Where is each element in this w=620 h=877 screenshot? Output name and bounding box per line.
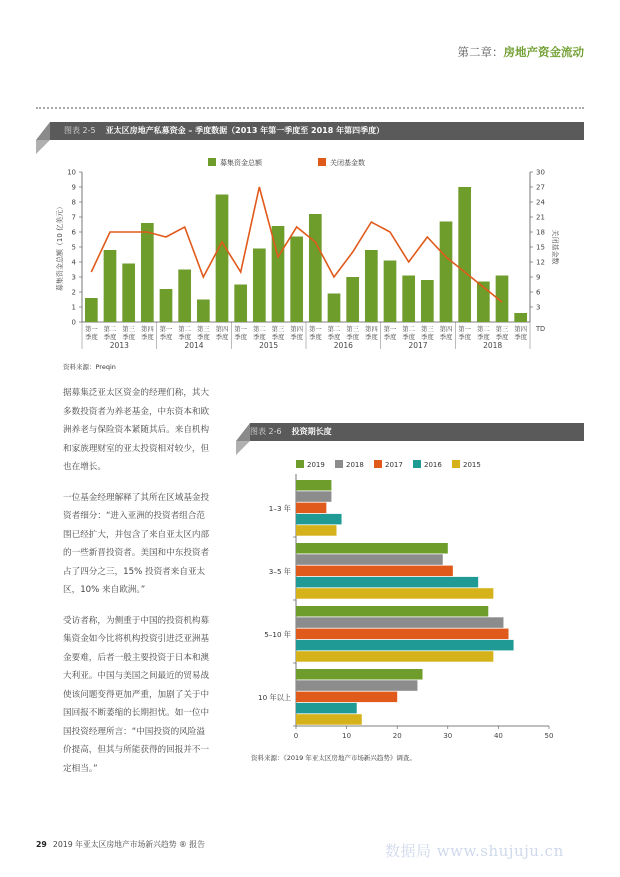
bar xyxy=(290,237,303,323)
quarter-label-suffix: 季度 xyxy=(84,333,98,341)
ytd-label: TD xyxy=(536,325,546,333)
right-tick-label: 27 xyxy=(536,183,545,192)
quarter-label: 第一 xyxy=(84,325,98,333)
quarter-label: 第三 xyxy=(495,325,509,333)
bar xyxy=(458,187,471,322)
quarter-label-suffix: 季度 xyxy=(346,333,360,341)
quarter-label-suffix: 季度 xyxy=(178,333,192,341)
legend-swatch-funds xyxy=(208,158,216,166)
legend-swatch-2017 xyxy=(374,460,382,468)
year-label: 2014 xyxy=(184,341,204,350)
right-tick-label: 24 xyxy=(536,198,545,207)
figure6-chart xyxy=(0,450,620,750)
right-tick-label: 9 xyxy=(536,273,541,282)
bar xyxy=(440,222,453,323)
x-tick-label: 40 xyxy=(493,732,503,740)
right-tick-label: 3 xyxy=(536,303,541,312)
left-tick-label: 7 xyxy=(71,213,76,222)
paragraph-1: 据募集泛亚太区资金的经理们称，其大多数投资者为养老基金，中东资本和欧洲养老与保险资本紧随其后。来自机构和家族理财室的亚太投资相对较少，但也在增长。 xyxy=(63,388,210,472)
quarter-label-suffix: 季度 xyxy=(327,333,341,341)
quarter-label-suffix: 季度 xyxy=(140,333,154,341)
bar xyxy=(365,250,378,322)
figure6-number: 图表 2-6 xyxy=(250,427,282,436)
quarter-label: 第二 xyxy=(402,325,416,333)
bar-2018 xyxy=(296,491,331,502)
bar-2019 xyxy=(296,480,331,491)
quarter-label-suffix: 季度 xyxy=(215,333,229,341)
bar xyxy=(421,280,434,322)
quarter-label-suffix: 季度 xyxy=(458,333,472,341)
bar xyxy=(178,270,191,323)
bar-2019 xyxy=(296,669,423,680)
legend-label-closed: 关闭基金数 xyxy=(330,159,365,167)
figure5-number: 图表 2-5 xyxy=(64,126,96,135)
bar-2015 xyxy=(296,525,336,536)
bar-2016 xyxy=(296,640,514,651)
quarter-label: 第二 xyxy=(476,325,490,333)
category-label: 5–10 年 xyxy=(264,629,291,639)
quarter-label: 第四 xyxy=(514,325,528,333)
figure5-fold xyxy=(36,122,50,140)
quarter-label-suffix: 季度 xyxy=(383,333,397,341)
figure6-fold xyxy=(236,423,250,441)
paragraph-2: 一位基金经理解释了其所在区域基金投资者细分：“进入亚洲的投资者组合范围已经扩大，并包含了来自亚太区内部的一些新晋投资者。美国和中东投资者占了四分之三，15% 投资者来自亚太区，10% 来自欧洲。” xyxy=(63,492,210,595)
legend-swatch-2018 xyxy=(335,460,343,468)
right-tick-label: 12 xyxy=(536,258,545,267)
left-tick-label: 4 xyxy=(71,258,76,267)
quarter-label: 第三 xyxy=(420,325,434,333)
bar-2016 xyxy=(296,577,478,588)
bar xyxy=(402,276,415,323)
quarter-label: 第四 xyxy=(439,325,453,333)
left-tick-label: 10 xyxy=(67,168,76,177)
bar-2018 xyxy=(296,680,417,691)
bar-2019 xyxy=(296,606,488,617)
bar-2017 xyxy=(296,566,453,577)
legend-label-2015: 2015 xyxy=(463,461,481,469)
year-label: 2016 xyxy=(333,341,353,350)
legend-label-2016: 2016 xyxy=(424,461,442,469)
bar-2016 xyxy=(296,703,357,714)
quarter-label: 第四 xyxy=(215,325,229,333)
bar xyxy=(309,214,322,322)
bar xyxy=(104,250,117,322)
bar-2015 xyxy=(296,714,362,725)
footer-title: 2019 年亚太区房地产市场新兴趋势 ® 报告 xyxy=(52,840,205,849)
quarter-label-suffix: 季度 xyxy=(122,333,136,341)
dotted-divider xyxy=(36,107,584,109)
quarter-label-suffix: 季度 xyxy=(252,333,266,341)
quarter-label-suffix: 季度 xyxy=(364,333,378,341)
quarter-label: 第四 xyxy=(364,325,378,333)
right-tick-label: 21 xyxy=(536,213,545,222)
quarter-label-suffix: 季度 xyxy=(159,333,173,341)
quarter-label: 第一 xyxy=(308,325,322,333)
bar-2019 xyxy=(296,543,448,554)
bar xyxy=(160,289,173,322)
legend-label-2019: 2019 xyxy=(307,461,325,469)
bar xyxy=(122,264,135,323)
quarter-label-suffix: 季度 xyxy=(234,333,248,341)
quarter-label: 第三 xyxy=(346,325,360,333)
right-tick-label: 30 xyxy=(536,168,545,177)
chapter-prefix: 第二章： xyxy=(457,45,504,59)
quarter-label-suffix: 季度 xyxy=(476,333,490,341)
page-number: 29 xyxy=(36,840,47,849)
bar xyxy=(216,195,229,323)
year-label: 2018 xyxy=(483,341,503,350)
legend-label-2017: 2017 xyxy=(385,461,403,469)
chapter-title: 房地产资金流动 xyxy=(503,45,584,59)
left-axis-title: 募集资金总额（10 亿美元） xyxy=(56,202,64,292)
bar xyxy=(384,261,397,323)
paragraph-3: 受访者称，为侧重于中国的投资机构募集资金如今比将机构投资引进泛亚洲基金要难，后者一般主要投资于日本和澳大利亚。中国与美国之间最近的贸易战使该问题变得更加严重，加剧了关于中国回报不断萎缩的长期担忧。如一位中国投资经理所言：“中国投资的风险溢价提高，但其与所能获得的回报并不一定相当。” xyxy=(63,615,210,774)
quarter-label: 第四 xyxy=(140,325,154,333)
chapter-heading xyxy=(458,44,585,60)
quarter-label: 第一 xyxy=(458,325,472,333)
bar xyxy=(346,277,359,322)
quarter-label-suffix: 季度 xyxy=(420,333,434,341)
year-label: 2017 xyxy=(408,341,428,350)
left-tick-label: 9 xyxy=(71,183,76,192)
quarter-label-suffix: 季度 xyxy=(103,333,117,341)
bar xyxy=(514,313,527,322)
year-label: 2015 xyxy=(259,341,279,350)
bar-2015 xyxy=(296,651,493,662)
right-tick-label: 18 xyxy=(536,228,545,237)
watermark: 数据局 www.shujuju.cn xyxy=(385,842,564,860)
figure6-title: 投资期长度 xyxy=(291,427,332,436)
quarter-label-suffix: 季度 xyxy=(290,333,304,341)
left-tick-label: 5 xyxy=(71,243,76,252)
legend-label-2018: 2018 xyxy=(346,461,364,469)
quarter-label: 第二 xyxy=(327,325,341,333)
bar xyxy=(141,223,154,322)
bar xyxy=(234,285,247,323)
left-tick-label: 6 xyxy=(71,228,76,237)
footer xyxy=(36,839,205,850)
quarter-label: 第二 xyxy=(178,325,192,333)
left-tick-label: 3 xyxy=(71,273,76,282)
quarter-label-suffix: 季度 xyxy=(271,333,285,341)
category-label: 10 年以上 xyxy=(258,692,291,702)
right-axis-title: 关闭基金数 xyxy=(551,229,559,265)
legend-label-funds: 募集资金总额 xyxy=(220,159,262,167)
x-tick-label: 0 xyxy=(293,732,299,740)
quarter-label: 第二 xyxy=(252,325,266,333)
bar-2017 xyxy=(296,503,326,513)
right-tick-label: 15 xyxy=(536,243,545,252)
bar-2015 xyxy=(296,588,493,599)
quarter-label-suffix: 季度 xyxy=(196,333,210,341)
quarter-label: 第一 xyxy=(234,325,248,333)
quarter-label: 第三 xyxy=(122,325,136,333)
legend-swatch-2016 xyxy=(413,460,421,468)
legend-swatch-closed xyxy=(318,158,326,166)
x-tick-label: 20 xyxy=(392,732,402,740)
quarter-label-suffix: 季度 xyxy=(308,333,322,341)
bar-2017 xyxy=(296,692,397,703)
quarter-label-suffix: 季度 xyxy=(402,333,416,341)
bar xyxy=(197,300,210,323)
left-tick-label: 2 xyxy=(71,288,76,297)
x-tick-label: 50 xyxy=(544,732,554,740)
category-label: 1–3 年 xyxy=(268,503,291,513)
bar xyxy=(85,298,98,322)
figure6-header xyxy=(250,423,584,441)
quarter-label: 第一 xyxy=(383,325,397,333)
year-label: 2013 xyxy=(109,341,129,350)
bar-2018 xyxy=(296,554,443,565)
quarter-label: 第二 xyxy=(103,325,117,333)
quarter-label-suffix: 季度 xyxy=(439,333,453,341)
bar xyxy=(253,249,266,323)
bar xyxy=(328,294,341,323)
quarter-label: 第四 xyxy=(290,325,304,333)
quarter-label-suffix: 季度 xyxy=(514,333,528,341)
bar-2016 xyxy=(296,514,342,525)
quarter-label-suffix: 季度 xyxy=(495,333,509,341)
category-label: 3–5 年 xyxy=(268,566,291,576)
legend-swatch-2015 xyxy=(452,460,460,468)
figure5-source: 资料来源：Preqin xyxy=(63,363,116,371)
bar-2018 xyxy=(296,617,503,628)
left-tick-label: 0 xyxy=(71,318,76,327)
quarter-label: 第三 xyxy=(196,325,210,333)
x-tick-label: 10 xyxy=(342,732,352,740)
left-tick-label: 1 xyxy=(71,303,76,312)
figure5-header xyxy=(50,122,584,140)
left-tick-label: 8 xyxy=(71,198,76,207)
right-tick-label: 6 xyxy=(536,288,541,297)
x-tick-label: 30 xyxy=(443,732,453,740)
bar-2017 xyxy=(296,629,509,640)
quarter-label: 第一 xyxy=(159,325,173,333)
figure5-chart xyxy=(0,150,620,380)
figure6-source: 资料来源：《2019 年亚太区房地产市场新兴趋势》调查。 xyxy=(251,754,416,762)
figure5-title: 亚太区房地产私募资金 – 季度数据（2013 年第一季度至 2018 年第四季度） xyxy=(105,126,385,135)
quarter-label: 第三 xyxy=(271,325,285,333)
legend-swatch-2019 xyxy=(296,460,304,468)
